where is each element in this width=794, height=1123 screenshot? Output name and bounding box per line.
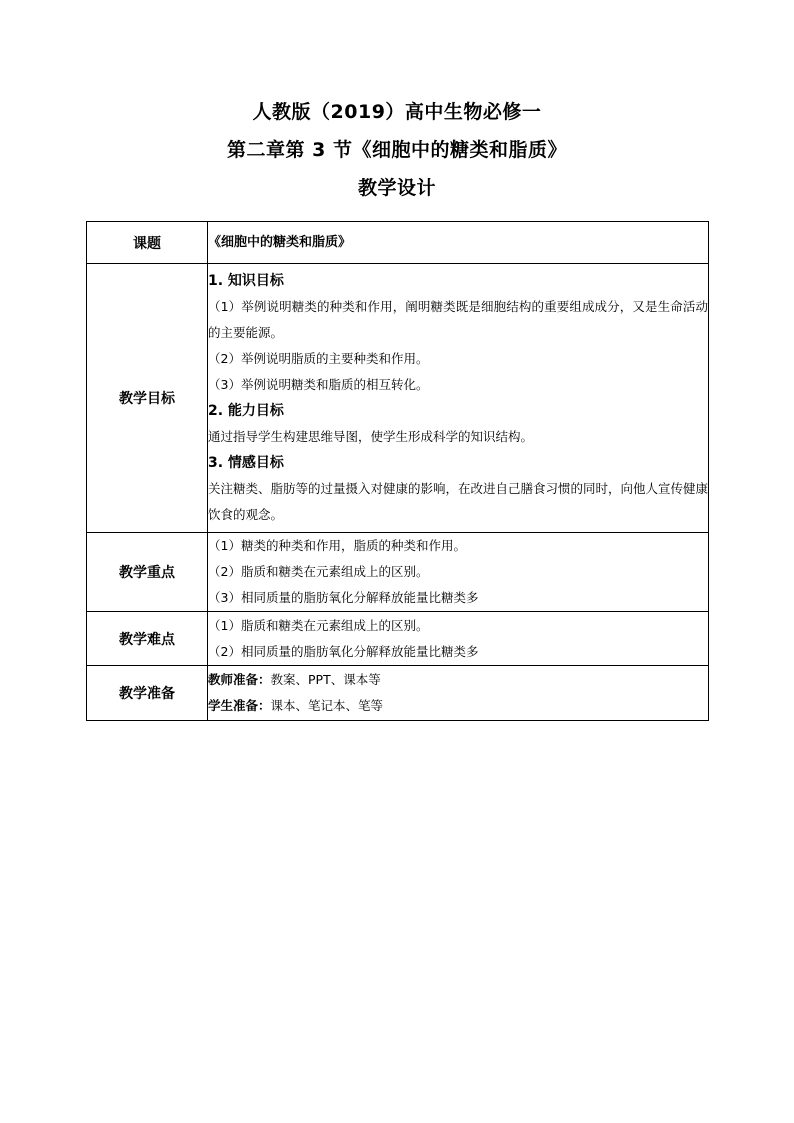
key-point-item: （3）相同质量的脂肪氧化分解释放能量比糖类多 [208,590,479,605]
value-difficult-points [208,612,709,666]
difficult-point-item: （2）相同质量的脂肪氧化分解释放能量比糖类多 [208,643,479,659]
row-key-points [87,533,709,612]
knowledge-goal-item: （2）举例说明脂质的主要种类和作用。 [208,351,429,366]
label-topic: 课题 [87,222,208,264]
student-preparation-text: 课本、笔记本、笔等 [270,698,384,713]
row-preparation [87,666,709,721]
teacher-preparation-text: 教案、PPT、课本等 [270,672,381,687]
label-goals: 教学目标 [87,264,208,533]
value-topic: 《细胞中的糖类和脂质》 [208,222,709,264]
label-preparation: 教学准备 [87,666,208,721]
row-topic [87,222,709,264]
row-difficult-points [87,612,709,666]
lesson-plan-table [86,221,709,721]
knowledge-goal-item: （1）举例说明糖类的种类和作用，阐明糖类既是细胞结构的重要组成成分，又是生命活动的主要能源。 [208,299,708,340]
teacher-preparation [208,667,708,693]
emotion-goal-text: 关注糖类、脂肪等的过量摄入对健康的影响，在改进自己膳食习惯的同时，向他人宣传健康饮食的观念。 [208,481,709,522]
row-goals [87,264,709,533]
key-point-item: （2）脂质和糖类在元素组成上的区别。 [208,564,429,579]
document-header [0,100,794,214]
doc-title-textbook: 人教版（2019）高中生物必修一 [252,101,542,123]
ability-goal-heading: 2. 能力目标 [208,403,284,419]
key-point-item: （1）糖类的种类和作用，脂质的种类和作用。 [208,538,466,553]
value-preparation [208,666,709,721]
student-preparation [208,693,708,719]
difficult-point-item: （1）脂质和糖类在元素组成上的区别。 [208,617,429,633]
teacher-preparation-lead: 教师准备： [208,672,271,687]
value-key-points [208,533,709,612]
label-key-points: 教学重点 [87,533,208,612]
value-goals [208,264,709,533]
knowledge-goal-heading: 1. 知识目标 [208,273,284,289]
emotion-goal-heading: 3. 情感目标 [208,455,284,471]
ability-goal-text: 通过指导学生构建思维导图，使学生形成科学的知识结构。 [208,429,534,444]
doc-title-chapter: 第二章第 3 节《细胞中的糖类和脂质》 [227,139,567,161]
doc-title-design: 教学设计 [357,177,436,199]
label-difficult-points: 教学难点 [87,612,208,666]
student-preparation-lead: 学生准备： [208,698,271,713]
knowledge-goal-item: （3）举例说明糖类和脂质的相互转化。 [208,377,429,392]
